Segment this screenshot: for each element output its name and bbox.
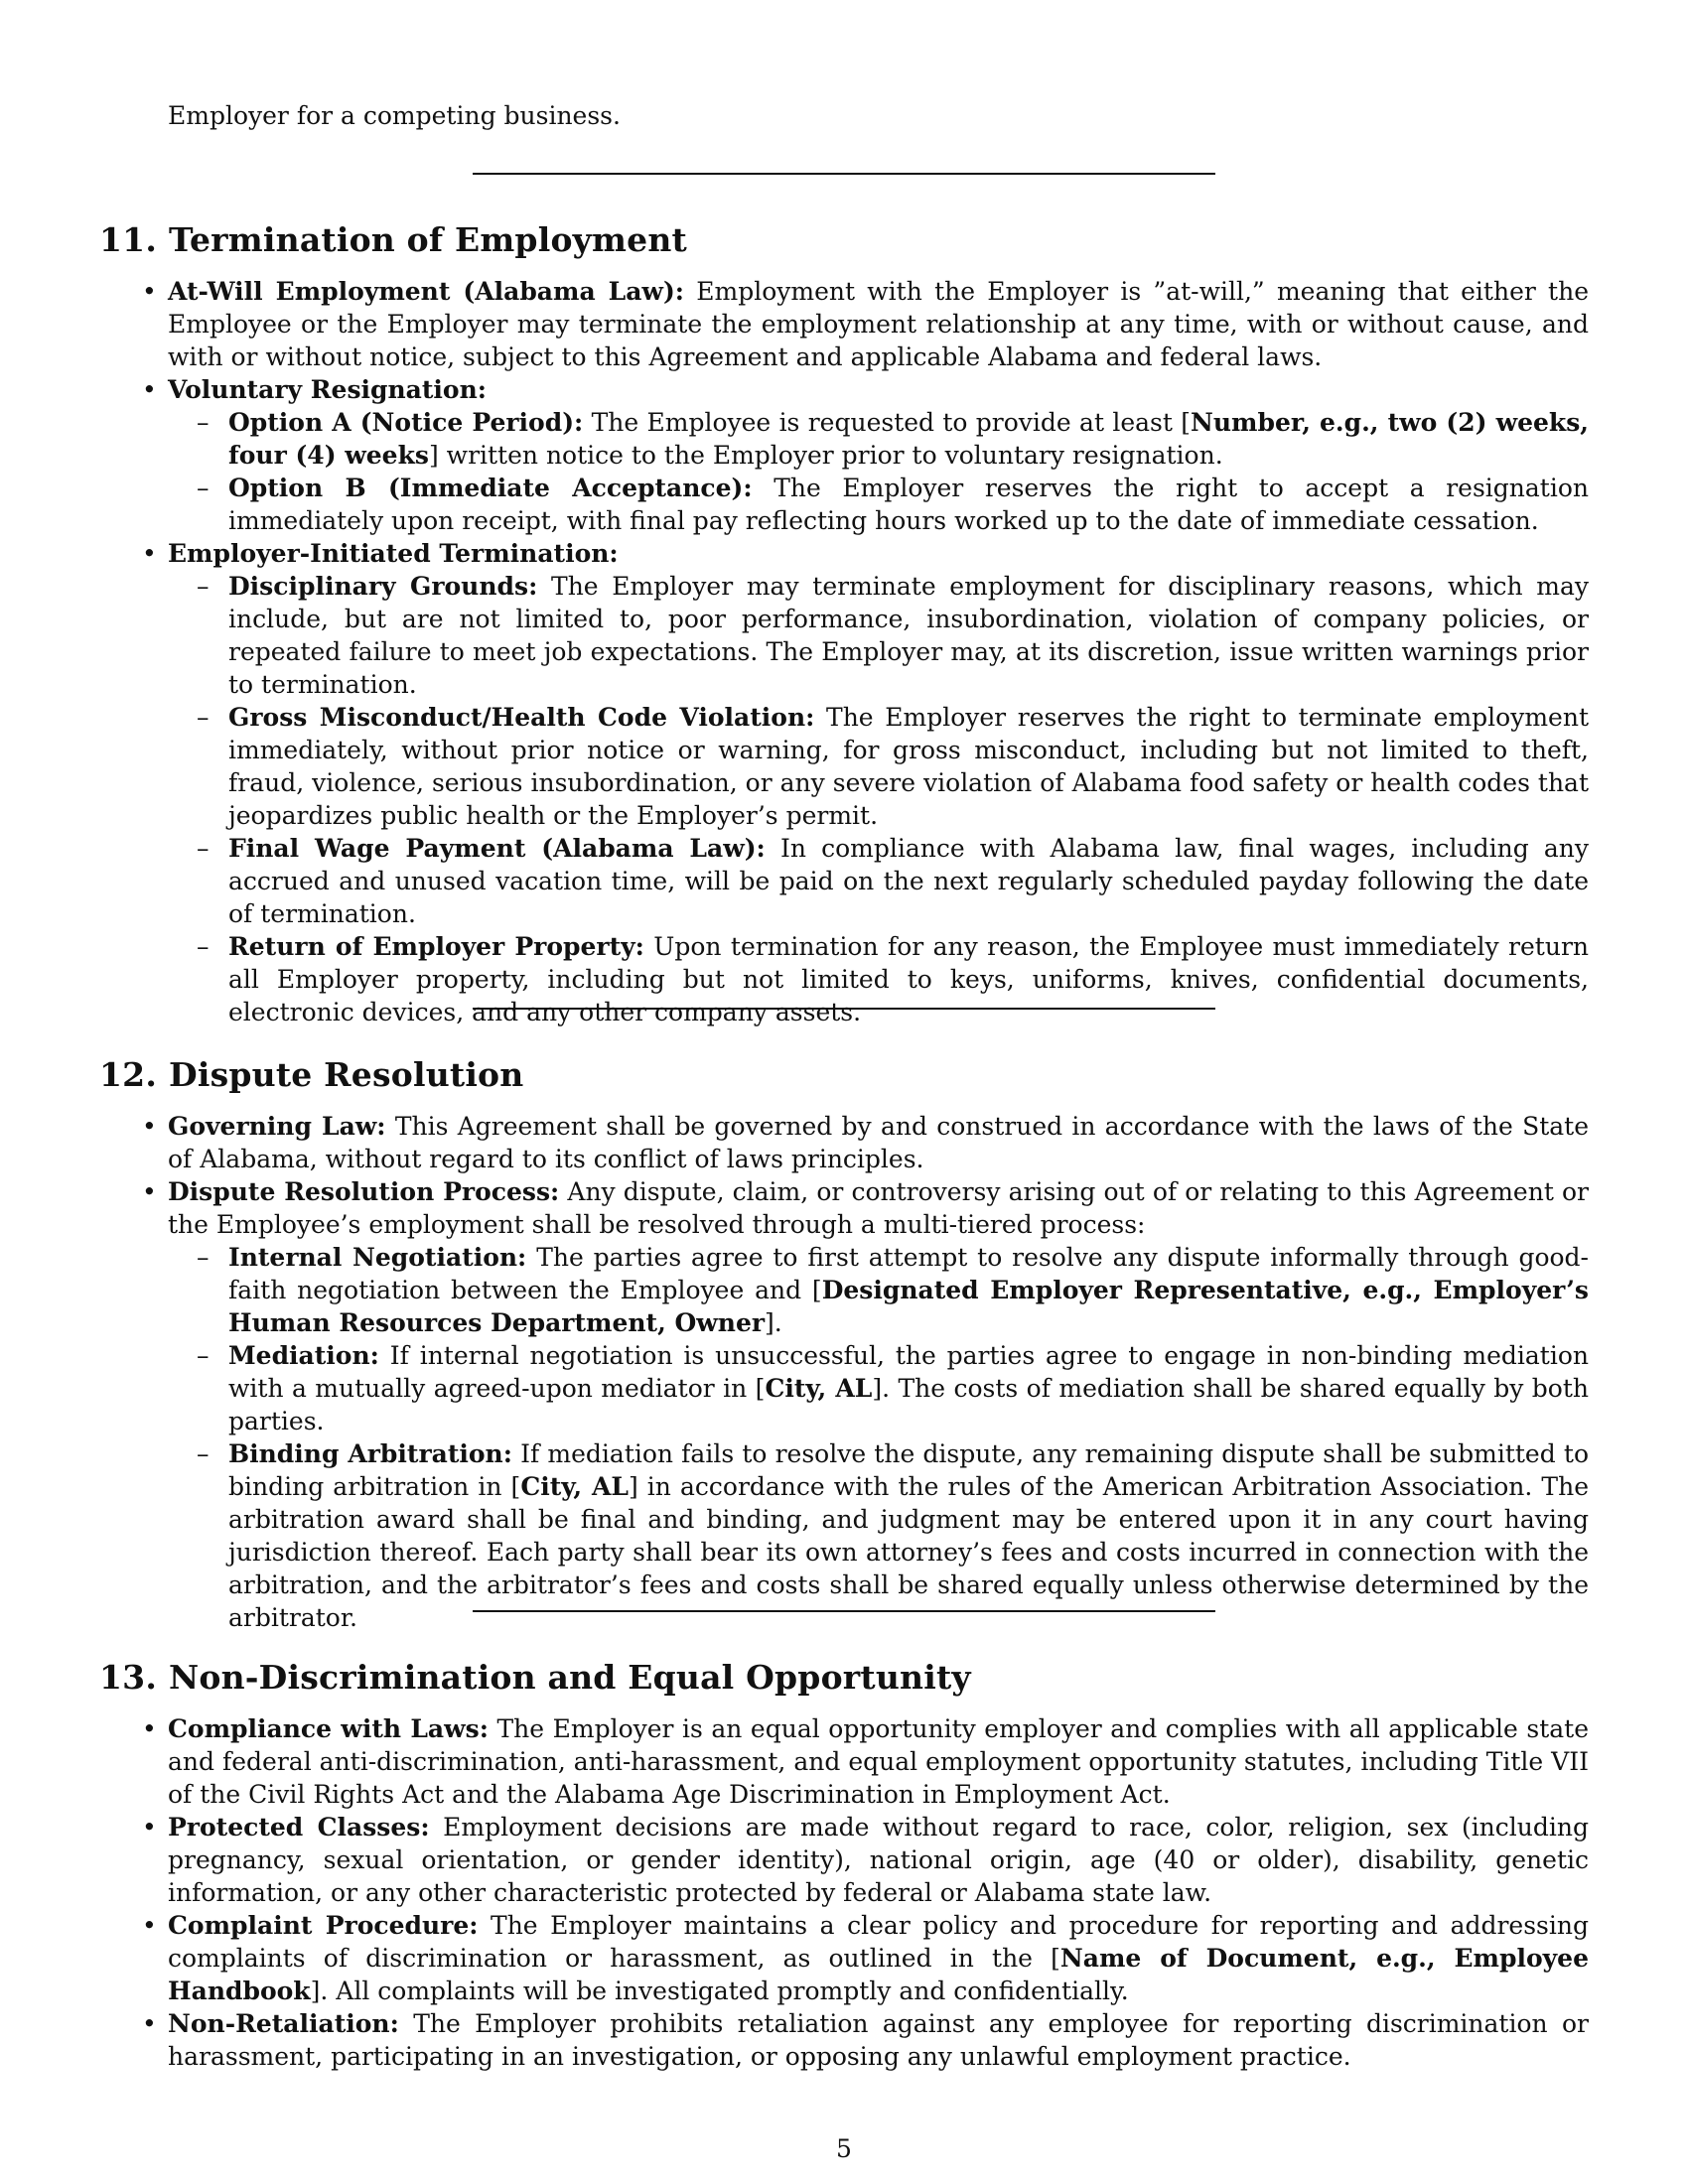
list-item-complaint-procedure: • Complaint Procedure: The Employer maintains a clear policy and procedure for reporting and addressing complaints of discrimination or harassment, as outlined in the [Name of Document, e.g., Employee Handbook]. All complaints will be investigated promptly and confidentially. bbox=[168, 1909, 1589, 2007]
sub-list bbox=[168, 406, 1589, 537]
placeholder-field: Name of Document, e.g., Employee Handbook bbox=[168, 1944, 1589, 2005]
section-heading: 11. Termination of Employment bbox=[99, 220, 687, 259]
section-heading: 13. Non-Discrimination and Equal Opportunity bbox=[99, 1658, 971, 1697]
list-item-non-retaliation: • Non-Retaliation: The Employer prohibits retaliation against any employee for reporting discrimination or harassment, participating in an investigation, or opposing any unlawful employment practice. bbox=[168, 2007, 1589, 2073]
placeholder-field: City, AL bbox=[765, 1374, 873, 1403]
placeholder-field: Designated Employer Representative, e.g., Employer’s Human Resources Department, Owner bbox=[228, 1276, 1589, 1337]
list-item-protected-classes: • Protected Classes: Employment decisions are made without regard to race, color, religion, sex (including pregnancy, sexual orientation, or gender identity), national origin, age (40 or older), disability, genetic information, or any other characteristic protected by federal or Alabama state law. bbox=[168, 1811, 1589, 1909]
placeholder-field: City, AL bbox=[520, 1472, 629, 1501]
list-item-voluntary-resignation: • Voluntary Resignation: – Option A (Notice Period): The Employee is requested to provide at least [Number, e.g., two (2) weeks, four (4) weeks] written notice to the Employer prior to voluntary resignation. – Option B (Immediate Acceptance): The Employer reserves the right to accept a resignation immediately upon receipt, with final pay reflecting hours worked up to the date of immediate cessation. bbox=[168, 373, 1589, 537]
section-heading: 12. Dispute Resolution bbox=[99, 1055, 524, 1094]
section-dispute-resolution bbox=[99, 1055, 1589, 1634]
sub-item-final-wage: – Final Wage Payment (Alabama Law): In compliance with Alabama law, final wages, including any accrued and unused vacation time, will be paid on the next regularly scheduled payday following the date of termination. bbox=[228, 832, 1589, 930]
sub-item-option-a: – Option A (Notice Period): The Employee is requested to provide at least [Number, e.g., two (2) weeks, four (4) weeks] written notice to the Employer prior to voluntary resignation. bbox=[228, 406, 1589, 472]
list-item-dispute-process: • Dispute Resolution Process: Any dispute, claim, or controversy arising out of or relating to this Agreement or the Employee’s employment shall be resolved through a multi-tiered process: – Internal Negotiation: The parties agree to first attempt to resolve any dispute informally through good-faith negotiation between the Employee and [Designated Employer Representative, e.g., Employer’s Human Resources Department, Owner]. – Mediation: If internal negotiation is unsuccessful, the parties agree to engage in non-binding mediation with a mutually agreed-upon mediator in [City, AL]. The costs of mediation shall be shared equally by both parties. – Binding Arbitration: If mediation fails to resolve the dispute, any remaining dispute shall be submitted to binding arbitration in [City, AL] in accordance with the rules of the American Arbitration Association. The arbitration award shall be final and binding, and judgment may be entered upon it in any court having jurisdiction thereof. Each party shall bear its own attorney’s fees and costs incurred in connection with the arbitration, and the arbitrator’s fees and costs shall be shared equally unless otherwise determined by the arbitrator. bbox=[168, 1175, 1589, 1634]
section-termination bbox=[99, 220, 1589, 1028]
section-divider bbox=[473, 173, 1215, 175]
section-list bbox=[168, 275, 1589, 1028]
section-list bbox=[168, 1712, 1589, 2073]
sub-item-disciplinary: – Disciplinary Grounds: The Employer may terminate employment for disciplinary reasons, which may include, but are not limited to, poor performance, insubordination, violation of company policies, or repeated failure to meet job expectations. The Employer may, at its discretion, issue written warnings prior to termination. bbox=[228, 570, 1589, 701]
section-divider bbox=[473, 1008, 1215, 1010]
section-title: Termination of Employment bbox=[169, 220, 687, 259]
sub-item-mediation: – Mediation: If internal negotiation is unsuccessful, the parties agree to engage in non-binding mediation with a mutually agreed-upon mediator in [City, AL]. The costs of mediation shall be shared equally by both parties. bbox=[228, 1339, 1589, 1437]
sub-item-return-property: – Return of Employer Property: Upon termination for any reason, the Employee must immediately return all Employer property, including but not limited to keys, uniforms, knives, confidential documents, electronic devices, and any other company assets. bbox=[228, 930, 1589, 1028]
section-title: Dispute Resolution bbox=[169, 1055, 524, 1094]
placeholder-field: Number, e.g., two (2) weeks, four (4) weeks bbox=[228, 408, 1590, 470]
sub-item-internal-negotiation: – Internal Negotiation: The parties agree to first attempt to resolve any dispute informally through good-faith negotiation between the Employee and [Designated Employer Representative, e.g., Employer’s Human Resources Department, Owner]. bbox=[228, 1241, 1589, 1339]
list-item-compliance: • Compliance with Laws: The Employer is an equal opportunity employer and complies with all applicable state and federal anti-discrimination, anti-harassment, and equal employment opportunity statutes, including Title VII of the Civil Rights Act and the Alabama Age Discrimination in Employment Act. bbox=[168, 1712, 1589, 1811]
sub-list bbox=[168, 570, 1589, 1028]
sub-list bbox=[168, 1241, 1589, 1634]
list-item-employer-initiated: • Employer-Initiated Termination: – Disciplinary Grounds: The Employer may terminate employment for disciplinary reasons, which may include, but are not limited to, poor performance, insubordination, violation of company policies, or repeated failure to meet job expectations. The Employer may, at its discretion, issue written warnings prior to termination. – Gross Misconduct/Health Code Violation: The Employer reserves the right to terminate employment immediately, without prior notice or warning, for gross misconduct, including but not limited to theft, fraud, violence, serious insubordination, or any severe violation of Alabama food safety or health codes that jeopardizes public health or the Employer’s permit. – Final Wage Payment (Alabama Law): In compliance with Alabama law, final wages, including any accrued and unused vacation time, will be paid on the next regularly scheduled payday following the date of termination. – Return of Employer Property: Upon termination for any reason, the Employee must immediately return all Employer property, including but not limited to keys, uniforms, knives, confidential documents, electronic devices, and any other company assets. bbox=[168, 537, 1589, 1028]
section-title: Non-Discrimination and Equal Opportunity bbox=[169, 1658, 971, 1697]
sub-item-option-b: – Option B (Immediate Acceptance): The Employer reserves the right to accept a resignation immediately upon receipt, with final pay reflecting hours worked up to the date of immediate cessation. bbox=[228, 472, 1589, 537]
section-divider bbox=[473, 1610, 1215, 1612]
page-number: 5 bbox=[836, 2134, 852, 2163]
section-non-discrimination bbox=[99, 1658, 1589, 2073]
carryover-paragraph: Employer for a competing business. bbox=[168, 101, 621, 130]
sub-item-binding-arbitration: – Binding Arbitration: If mediation fails to resolve the dispute, any remaining dispute shall be submitted to binding arbitration in [City, AL] in accordance with the rules of the American Arbitration Association. The arbitration award shall be final and binding, and judgment may be entered upon it in any court having jurisdiction thereof. Each party shall bear its own attorney’s fees and costs incurred in connection with the arbitration, and the arbitrator’s fees and costs shall be shared equally unless otherwise determined by the arbitrator. bbox=[228, 1437, 1589, 1634]
sub-item-gross-misconduct: – Gross Misconduct/Health Code Violation: The Employer reserves the right to terminate employment immediately, without prior notice or warning, for gross misconduct, including but not limited to theft, fraud, violence, serious insubordination, or any severe violation of Alabama food safety or health codes that jeopardizes public health or the Employer’s permit. bbox=[228, 701, 1589, 832]
section-list bbox=[168, 1110, 1589, 1634]
list-item-at-will: • At-Will Employment (Alabama Law): Employment with the Employer is ”at-will,” meaning that either the Employee or the Employer may terminate the employment relationship at any time, with or without cause, and with or without notice, subject to this Agreement and applicable Alabama and federal laws. bbox=[168, 275, 1589, 373]
list-item-governing-law: • Governing Law: This Agreement shall be governed by and construed in accordance with the laws of the State of Alabama, without regard to its conflict of laws principles. bbox=[168, 1110, 1589, 1175]
